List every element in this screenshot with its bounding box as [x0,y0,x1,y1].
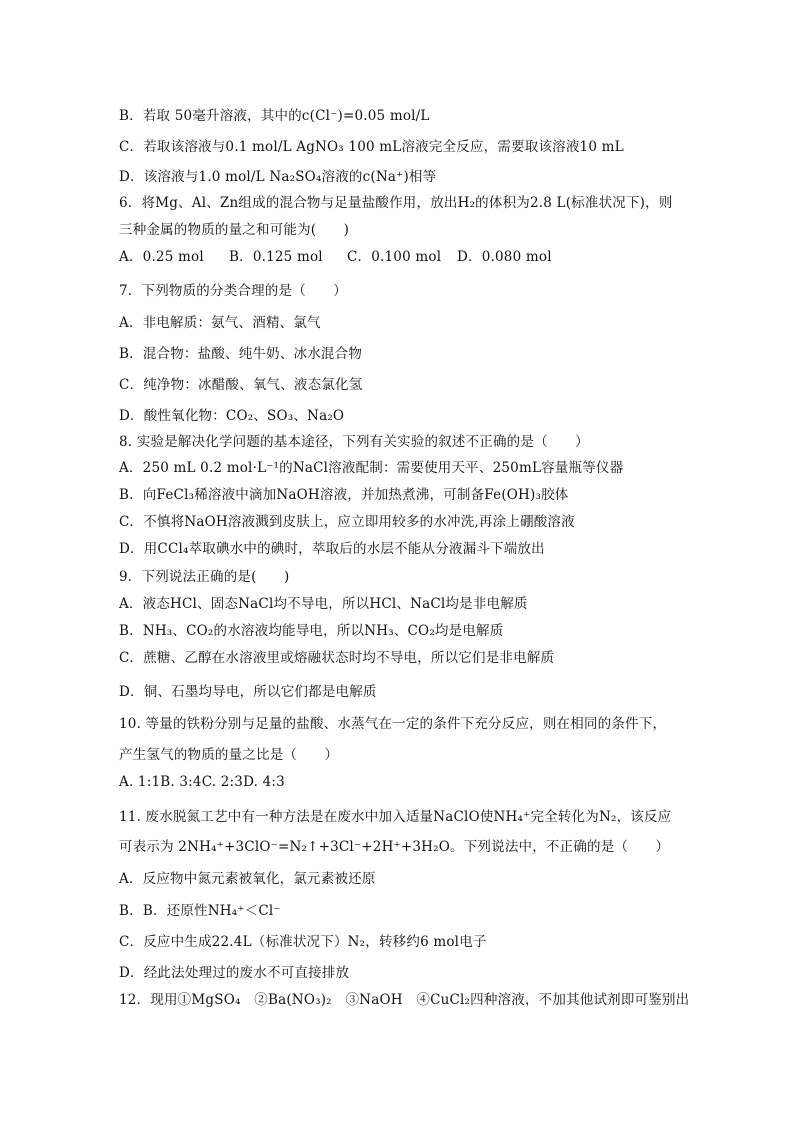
question-11-b: B．B．还原性NH₄⁺＜Cl⁻ [119,903,281,919]
question-8-d: D．用CCl₄萃取碘水中的碘时，萃取后的水层不能从分液漏斗下端放出 [119,541,545,557]
question-12-stem: 12．现用①MgSO₄ ②Ba(NO₃)₂ ③NaOH ④CuCl₂四种溶液，不加其他试剂即可鉴别出 [119,992,690,1008]
question-8-stem: 8. 实验是解决化学问题的基本途径，下列有关实验的叙述不正确的是（ ） [119,434,589,450]
question-7-c: C．纯净物：冰醋酸、氧气、液态氯化氢 [119,377,363,393]
question-7-d: D．酸性氧化物：CO₂、SO₃、Na₂O [119,408,345,424]
question-11-a: A．反应物中氮元素被氧化，氯元素被还原 [119,871,376,887]
question-11-stem: 11. 废水脱氮工艺中有一种方法是在废水中加入适量NaClO使NH₄⁺完全转化为N₂，该反应 [119,809,672,825]
question-9-c: C．蔗糖、乙醇在水溶液里或熔融状态时均不导电，所以它们是非电解质 [119,650,555,666]
question-8-a: A．250 mL 0.2 mol·L⁻¹的NaCl溶液配制：需要使用天平、250mL容量瓶等仪器 [119,460,624,476]
question-10-stem-cont: 产生氢气的物质的量之比是（ ） [119,747,339,763]
question-7-b: B．混合物：盐酸、纯牛奶、冰水混合物 [119,346,363,362]
question-9-stem: 9．下列说法正确的是( ) [119,569,290,585]
option-b: B. 3:4 [160,774,202,790]
question-9-a: A．液态HCl、固态NaCl均不导电，所以HCl、NaCl均是非电解质 [119,596,528,612]
question-7-a: A．非电解质：氨气、酒精、氯气 [119,315,321,331]
question-10-stem: 10. 等量的铁粉分别与足量的盐酸、水蒸气在一定的条件下充分反应，则在相同的条件下， [119,716,667,732]
line-q5-c: C．若取该溶液与0.1 mol/L AgNO₃ 100 mL溶液完全反应，需要取该溶液10 mL [119,139,624,155]
line-q5-b: B．若取 50毫升溶液，其中的c(Cl⁻)=0.05 mol/L [119,108,430,124]
option-c: C. 2:3 [201,774,244,790]
question-8-c: C．不慎将NaOH溶液溅到皮肤上，应立即用较多的水冲洗,再涂上硼酸溶液 [119,514,575,530]
question-9-d: D．铜、石墨均导电，所以它们都是电解质 [119,684,377,700]
question-7-stem: 7．下列物质的分类合理的是（ ） [119,283,347,299]
question-9-b: B．NH₃、CO₂的水溶液均能导电，所以NH₃、CO₂均是电解质 [119,623,504,639]
question-11-c: C．反应中生成22.4L（标准状况下）N₂，转移约6 mol电子 [119,934,487,950]
question-6-stem-cont: 三种金属的物质的量之和可能为( ) [119,222,350,238]
question-8-b: B．向FeCl₃稀溶液中滴加NaOH溶液，并加热煮沸，可制备Fe(OH)₃胶体 [119,487,569,503]
line-q5-d: D．该溶液与1.0 mol/L Na₂SO₄溶液的c(Na⁺)相等 [119,169,437,185]
question-11-d: D．经此法处理过的废水不可直接排放 [119,965,350,981]
question-6-options [119,245,552,265]
option-b: B．0.125 mol [229,249,323,265]
option-c: C．0.100 mol [347,249,442,265]
question-11-stem-cont: 可表示为 2NH₄⁺+3ClO⁻=N₂↑+3Cl⁻+2H⁺+3H₂O。下列说法中，不正确的是（ ） [119,839,670,855]
option-a: A．0.25 mol [119,249,204,265]
option-d: D．0.080 mol [457,249,552,265]
option-d: D. 4:3 [243,774,285,790]
question-6-stem: 6．将Mg、Al、Zn组成的混合物与足量盐酸作用，放出H₂的体积为2.8 L(标准状况下)，则 [119,195,673,211]
option-a: A. 1:1 [119,774,161,790]
question-10-options [119,774,285,790]
